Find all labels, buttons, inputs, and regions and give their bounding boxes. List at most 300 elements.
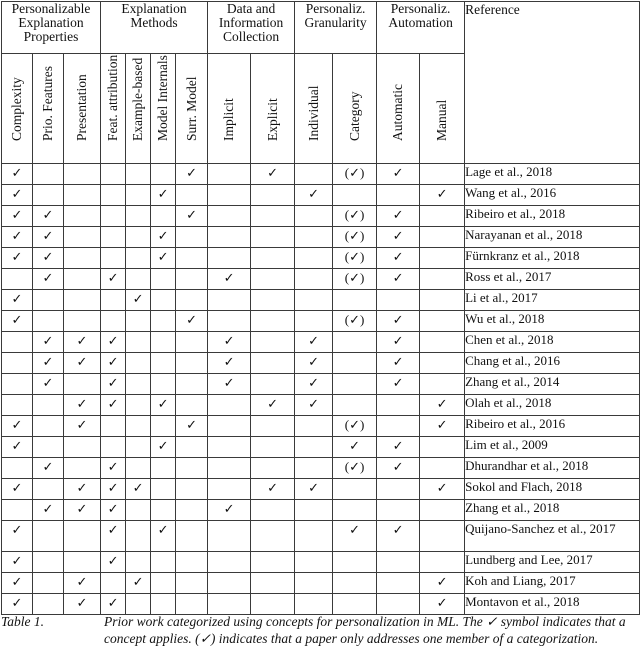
reference-cell: Chen et al., 2018 <box>465 332 640 353</box>
empty-cell <box>176 500 208 521</box>
column-header <box>176 54 208 164</box>
check-cell: ✓ <box>2 552 33 573</box>
empty-cell <box>101 290 126 311</box>
group-header: Personaliz. Automation <box>377 2 465 54</box>
reference-cell: Dhurandhar et al., 2018 <box>465 458 640 479</box>
check-cell: ✓ <box>377 206 420 227</box>
check-cell: ✓ <box>101 458 126 479</box>
table-row <box>2 332 640 353</box>
check-cell: ✓ <box>176 206 208 227</box>
empty-cell <box>176 479 208 500</box>
empty-cell <box>251 416 295 437</box>
check-cell: ✓ <box>2 185 33 206</box>
empty-cell <box>251 311 295 332</box>
check-cell: ✓ <box>295 353 333 374</box>
column-header-label: Model Internals <box>155 55 171 141</box>
partial-check-cell: (✓) <box>333 206 377 227</box>
check-cell: ✓ <box>2 521 33 552</box>
empty-cell <box>151 573 176 594</box>
check-cell: ✓ <box>101 332 126 353</box>
check-cell: ✓ <box>377 437 420 458</box>
empty-cell <box>377 500 420 521</box>
empty-cell <box>377 395 420 416</box>
check-cell: ✓ <box>208 374 251 395</box>
empty-cell <box>126 311 151 332</box>
empty-cell <box>420 552 465 573</box>
caption-label: Table 1. <box>1 614 45 629</box>
empty-cell <box>420 164 465 185</box>
empty-cell <box>64 521 101 552</box>
empty-cell <box>251 185 295 206</box>
reference-cell: Koh and Liang, 2017 <box>465 573 640 594</box>
column-header-label: Manual <box>434 99 450 141</box>
column-header-label: Example-based <box>130 57 146 141</box>
column-header-label: Individual <box>305 85 321 141</box>
empty-cell <box>151 206 176 227</box>
check-cell: ✓ <box>64 353 101 374</box>
empty-cell <box>420 374 465 395</box>
empty-cell <box>251 290 295 311</box>
check-cell: ✓ <box>33 458 64 479</box>
reference-cell: Ross et al., 2017 <box>465 269 640 290</box>
empty-cell <box>295 227 333 248</box>
empty-cell <box>251 458 295 479</box>
check-cell: ✓ <box>377 311 420 332</box>
check-cell: ✓ <box>377 458 420 479</box>
check-cell: ✓ <box>208 500 251 521</box>
empty-cell <box>101 437 126 458</box>
empty-cell <box>151 332 176 353</box>
table-row <box>2 248 640 269</box>
empty-cell <box>295 573 333 594</box>
check-cell: ✓ <box>208 353 251 374</box>
column-header <box>208 54 251 164</box>
empty-cell <box>33 290 64 311</box>
empty-cell <box>176 573 208 594</box>
empty-cell <box>295 594 333 615</box>
empty-cell <box>151 416 176 437</box>
empty-cell <box>126 185 151 206</box>
check-cell: ✓ <box>33 248 64 269</box>
check-cell: ✓ <box>151 437 176 458</box>
empty-cell <box>126 248 151 269</box>
table-row <box>2 416 640 437</box>
empty-cell <box>251 374 295 395</box>
table-row <box>2 395 640 416</box>
check-cell: ✓ <box>2 416 33 437</box>
empty-cell <box>208 594 251 615</box>
column-header-label: Implicit <box>221 98 237 141</box>
empty-cell <box>251 573 295 594</box>
column-header <box>101 54 126 164</box>
check-cell: ✓ <box>295 479 333 500</box>
empty-cell <box>251 227 295 248</box>
table-row <box>2 311 640 332</box>
check-cell: ✓ <box>126 479 151 500</box>
check-cell: ✓ <box>64 332 101 353</box>
empty-cell <box>176 437 208 458</box>
empty-cell <box>64 206 101 227</box>
column-header-label: Complexity <box>9 77 24 141</box>
table-row <box>2 227 640 248</box>
check-cell: ✓ <box>101 500 126 521</box>
empty-cell <box>2 500 33 521</box>
column-header <box>377 54 420 164</box>
empty-cell <box>208 395 251 416</box>
check-cell: ✓ <box>101 269 126 290</box>
empty-cell <box>64 164 101 185</box>
empty-cell <box>33 594 64 615</box>
check-cell: ✓ <box>64 479 101 500</box>
empty-cell <box>333 479 377 500</box>
empty-cell <box>176 374 208 395</box>
column-header-label: Feat. attribution <box>105 54 121 141</box>
empty-cell <box>420 269 465 290</box>
empty-cell <box>126 269 151 290</box>
check-cell: ✓ <box>101 479 126 500</box>
empty-cell <box>208 573 251 594</box>
reference-cell: Quijano-Sanchez et al., 2017 <box>465 521 640 552</box>
table-row <box>2 500 640 521</box>
reference-cell: Fürnkranz et al., 2018 <box>465 248 640 269</box>
table-row <box>2 437 640 458</box>
check-cell: ✓ <box>420 395 465 416</box>
check-cell: ✓ <box>101 594 126 615</box>
check-cell: ✓ <box>377 269 420 290</box>
reference-cell: Zhang et al., 2014 <box>465 374 640 395</box>
empty-cell <box>333 395 377 416</box>
empty-cell <box>2 374 33 395</box>
empty-cell <box>151 311 176 332</box>
check-cell: ✓ <box>2 248 33 269</box>
empty-cell <box>126 353 151 374</box>
check-cell: ✓ <box>33 332 64 353</box>
empty-cell <box>64 290 101 311</box>
check-cell: ✓ <box>377 353 420 374</box>
check-cell: ✓ <box>33 206 64 227</box>
empty-cell <box>420 248 465 269</box>
empty-cell <box>295 552 333 573</box>
empty-cell <box>295 290 333 311</box>
empty-cell <box>151 269 176 290</box>
check-cell: ✓ <box>2 227 33 248</box>
empty-cell <box>251 206 295 227</box>
empty-cell <box>377 552 420 573</box>
empty-cell <box>33 164 64 185</box>
column-header <box>33 54 64 164</box>
column-header <box>251 54 295 164</box>
table-row <box>2 185 640 206</box>
empty-cell <box>377 290 420 311</box>
reference-cell: Montavon et al., 2018 <box>465 594 640 615</box>
check-cell: ✓ <box>333 521 377 552</box>
table-row <box>2 479 640 500</box>
column-header <box>126 54 151 164</box>
empty-cell <box>333 353 377 374</box>
partial-check-cell: (✓) <box>333 248 377 269</box>
partial-check-cell: (✓) <box>333 311 377 332</box>
group-header: Personalizable Explanation Properties <box>2 2 101 54</box>
empty-cell <box>126 164 151 185</box>
empty-cell <box>251 332 295 353</box>
empty-cell <box>251 248 295 269</box>
partial-check-cell: (✓) <box>333 164 377 185</box>
empty-cell <box>2 269 33 290</box>
check-cell: ✓ <box>2 164 33 185</box>
empty-cell <box>101 164 126 185</box>
empty-cell <box>333 552 377 573</box>
check-cell: ✓ <box>377 374 420 395</box>
empty-cell <box>101 185 126 206</box>
check-cell: ✓ <box>101 552 126 573</box>
table-body <box>2 164 640 615</box>
check-cell: ✓ <box>151 395 176 416</box>
reference-cell: Ribeiro et al., 2016 <box>465 416 640 437</box>
empty-cell <box>251 521 295 552</box>
empty-cell <box>151 458 176 479</box>
table-row <box>2 521 640 552</box>
empty-cell <box>126 521 151 552</box>
empty-cell <box>251 269 295 290</box>
empty-cell <box>333 500 377 521</box>
empty-cell <box>151 552 176 573</box>
check-cell: ✓ <box>208 332 251 353</box>
empty-cell <box>208 227 251 248</box>
empty-cell <box>333 332 377 353</box>
check-cell: ✓ <box>2 594 33 615</box>
empty-cell <box>33 311 64 332</box>
check-cell: ✓ <box>377 248 420 269</box>
empty-cell <box>2 458 33 479</box>
empty-cell <box>33 573 64 594</box>
check-cell: ✓ <box>33 374 64 395</box>
empty-cell <box>33 552 64 573</box>
check-cell: ✓ <box>64 395 101 416</box>
empty-cell <box>33 521 64 552</box>
empty-cell <box>151 353 176 374</box>
empty-cell <box>176 227 208 248</box>
empty-cell <box>126 500 151 521</box>
partial-check-cell: (✓) <box>333 458 377 479</box>
check-cell: ✓ <box>2 437 33 458</box>
check-cell: ✓ <box>420 479 465 500</box>
check-cell: ✓ <box>151 185 176 206</box>
check-cell: ✓ <box>295 332 333 353</box>
empty-cell <box>64 437 101 458</box>
empty-cell <box>126 416 151 437</box>
group-header: Explanation Methods <box>101 2 208 54</box>
column-header-label: Surr. Model <box>183 76 199 141</box>
check-cell: ✓ <box>2 573 33 594</box>
empty-cell <box>64 269 101 290</box>
partial-check-cell: (✓) <box>333 269 377 290</box>
check-cell: ✓ <box>151 227 176 248</box>
empty-cell <box>151 500 176 521</box>
empty-cell <box>64 227 101 248</box>
column-header-label: Presentation <box>74 74 89 141</box>
check-cell: ✓ <box>377 164 420 185</box>
empty-cell <box>420 458 465 479</box>
check-cell: ✓ <box>64 416 101 437</box>
empty-cell <box>151 374 176 395</box>
reference-cell: Sokol and Flach, 2018 <box>465 479 640 500</box>
empty-cell <box>2 395 33 416</box>
check-cell: ✓ <box>64 594 101 615</box>
empty-cell <box>420 227 465 248</box>
empty-cell <box>64 185 101 206</box>
empty-cell <box>33 395 64 416</box>
empty-cell <box>126 227 151 248</box>
check-cell: ✓ <box>33 500 64 521</box>
empty-cell <box>208 437 251 458</box>
empty-cell <box>295 521 333 552</box>
empty-cell <box>251 353 295 374</box>
reference-cell: Zhang et al., 2018 <box>465 500 640 521</box>
empty-cell <box>295 164 333 185</box>
check-cell: ✓ <box>251 164 295 185</box>
check-cell: ✓ <box>126 573 151 594</box>
check-cell: ✓ <box>101 353 126 374</box>
empty-cell <box>333 594 377 615</box>
empty-cell <box>295 311 333 332</box>
empty-cell <box>64 458 101 479</box>
empty-cell <box>208 416 251 437</box>
empty-cell <box>176 290 208 311</box>
empty-cell <box>176 594 208 615</box>
partial-check-cell: (✓) <box>333 227 377 248</box>
empty-cell <box>176 395 208 416</box>
check-cell: ✓ <box>33 227 64 248</box>
empty-cell <box>208 164 251 185</box>
reference-cell: Lim et al., 2009 <box>465 437 640 458</box>
check-cell: ✓ <box>33 353 64 374</box>
empty-cell <box>251 552 295 573</box>
check-cell: ✓ <box>64 500 101 521</box>
check-cell: ✓ <box>176 164 208 185</box>
empty-cell <box>2 332 33 353</box>
check-cell: ✓ <box>101 374 126 395</box>
empty-cell <box>151 164 176 185</box>
empty-cell <box>64 374 101 395</box>
empty-cell <box>126 395 151 416</box>
empty-cell <box>333 185 377 206</box>
empty-cell <box>101 248 126 269</box>
check-cell: ✓ <box>377 521 420 552</box>
reference-cell: Chang et al., 2016 <box>465 353 640 374</box>
reference-cell: Lundberg and Lee, 2017 <box>465 552 640 573</box>
check-cell: ✓ <box>420 594 465 615</box>
check-cell: ✓ <box>2 206 33 227</box>
empty-cell <box>295 500 333 521</box>
reference-cell: Wu et al., 2018 <box>465 311 640 332</box>
check-cell: ✓ <box>377 332 420 353</box>
empty-cell <box>176 248 208 269</box>
empty-cell <box>2 353 33 374</box>
empty-cell <box>33 479 64 500</box>
empty-cell <box>126 458 151 479</box>
empty-cell <box>151 594 176 615</box>
check-cell: ✓ <box>420 416 465 437</box>
partial-check-cell: (✓) <box>333 416 377 437</box>
empty-cell <box>126 374 151 395</box>
table-row <box>2 458 640 479</box>
empty-cell <box>151 479 176 500</box>
empty-cell <box>176 269 208 290</box>
column-header <box>2 54 33 164</box>
reference-cell: Lage et al., 2018 <box>465 164 640 185</box>
empty-cell <box>295 416 333 437</box>
table-row <box>2 374 640 395</box>
empty-cell <box>377 594 420 615</box>
group-header: Personaliz. Granularity <box>295 2 377 54</box>
empty-cell <box>208 479 251 500</box>
table-row <box>2 269 640 290</box>
column-header <box>333 54 377 164</box>
column-header-label: Category <box>346 91 362 141</box>
column-header <box>295 54 333 164</box>
empty-cell <box>377 185 420 206</box>
empty-cell <box>208 185 251 206</box>
check-cell: ✓ <box>176 416 208 437</box>
empty-cell <box>251 500 295 521</box>
column-header <box>420 54 465 164</box>
reference-cell: Li et al., 2017 <box>465 290 640 311</box>
empty-cell <box>377 479 420 500</box>
check-cell: ✓ <box>101 395 126 416</box>
empty-cell <box>208 290 251 311</box>
empty-cell <box>420 500 465 521</box>
empty-cell <box>126 437 151 458</box>
check-cell: ✓ <box>176 311 208 332</box>
empty-cell <box>151 290 176 311</box>
group-header-row <box>2 2 640 54</box>
table-row <box>2 353 640 374</box>
check-cell: ✓ <box>420 573 465 594</box>
empty-cell <box>208 458 251 479</box>
check-cell: ✓ <box>2 311 33 332</box>
empty-cell <box>176 332 208 353</box>
reference-cell: Wang et al., 2016 <box>465 185 640 206</box>
empty-cell <box>64 248 101 269</box>
empty-cell <box>208 206 251 227</box>
empty-cell <box>420 206 465 227</box>
empty-cell <box>333 290 377 311</box>
empty-cell <box>101 227 126 248</box>
empty-cell <box>176 458 208 479</box>
empty-cell <box>101 416 126 437</box>
group-header: Data and Information Collection <box>208 2 295 54</box>
check-cell: ✓ <box>295 374 333 395</box>
empty-cell <box>33 416 64 437</box>
column-header <box>64 54 101 164</box>
check-cell: ✓ <box>151 248 176 269</box>
personalization-table <box>1 1 640 615</box>
empty-cell <box>420 332 465 353</box>
empty-cell <box>176 552 208 573</box>
check-cell: ✓ <box>33 269 64 290</box>
column-header-label: Explicit <box>264 98 280 141</box>
check-cell: ✓ <box>295 395 333 416</box>
empty-cell <box>101 573 126 594</box>
empty-cell <box>176 185 208 206</box>
empty-cell <box>176 353 208 374</box>
empty-cell <box>126 552 151 573</box>
empty-cell <box>64 552 101 573</box>
check-cell: ✓ <box>2 479 33 500</box>
column-header-label: Automatic <box>390 84 406 141</box>
empty-cell <box>64 311 101 332</box>
empty-cell <box>295 248 333 269</box>
